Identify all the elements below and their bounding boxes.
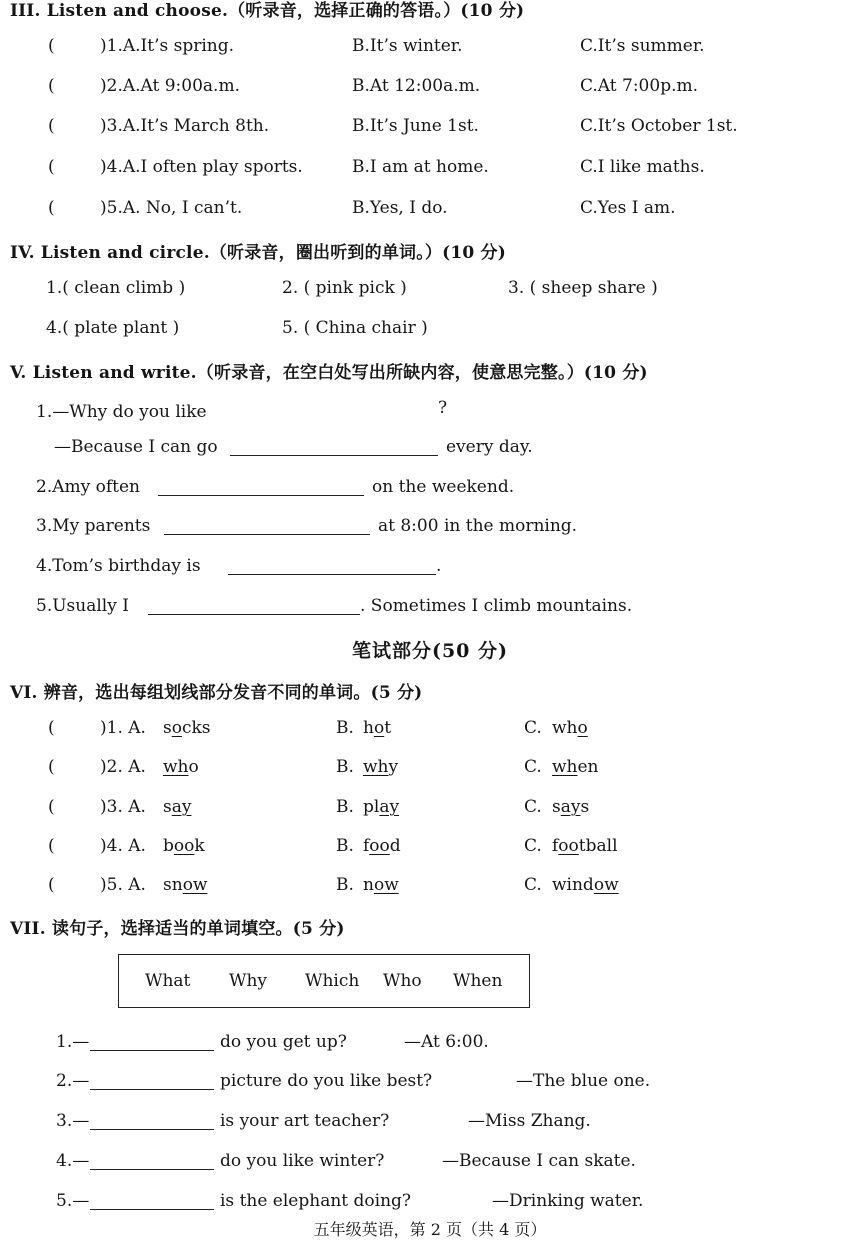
answer-paren[interactable]: ( [48,198,55,218]
answer-blank[interactable] [230,455,438,456]
word-bank-item: Who [383,971,422,991]
answer-paren[interactable]: ( [48,757,55,777]
write-text-before: 1.—Why do you like [36,402,207,422]
answer-blank[interactable] [228,574,436,575]
question-text: do you get up? [220,1032,347,1052]
answer-text: —Because I can skate. [442,1151,636,1171]
answer-blank[interactable] [90,1050,214,1051]
choice-question-4 [0,157,860,183]
question-text: do you like winter? [220,1151,385,1171]
underlined-part: o [171,718,182,738]
answer-text: —The blue one. [516,1071,651,1091]
write-text-after: at 8:00 in the morning. [378,516,578,536]
word-suffix: en [577,757,599,777]
option-c-word [552,718,588,738]
underlined-part: ow [593,875,619,895]
answer-paren[interactable]: ( [48,36,55,56]
option-b: B.It’s winter. [352,36,463,56]
circle-item-4: 4.( plate plant ) [46,318,180,338]
underlined-part: ay [171,797,192,817]
option-b-label: B. [336,797,354,817]
option-c-word [552,836,618,856]
option-c: C.I like maths. [580,157,705,177]
underlined-part: ay [379,797,400,817]
answer-text: —Drinking water. [492,1191,644,1211]
option-c: C.It’s October 1st. [580,116,738,136]
write-text-after: every day. [446,437,533,457]
underlined-part: oo [173,836,195,856]
answer-paren[interactable]: ( [48,116,55,136]
option-a-word [163,836,205,856]
word-prefix: wh [552,718,578,738]
write-text-after: ? [438,398,448,418]
option-c: C.At 7:00p.m. [580,76,699,96]
word-suffix: y [388,757,399,777]
write-item-2 [0,477,860,503]
option-c-label: C. [524,757,542,777]
write-text-before: —Because I can go [54,437,218,457]
circle-item-1: 1.( clean climb ) [46,278,186,298]
option-b-label: B. [336,718,354,738]
word-prefix: f [552,836,559,856]
fill-question-5 [0,1191,860,1217]
word-prefix: h [363,718,374,738]
circle-row-1 [0,278,860,304]
question-number: 2.— [56,1071,90,1091]
option-a-label: )3. A. [100,797,146,817]
answer-blank[interactable] [158,495,364,496]
option-b-label: B. [336,875,354,895]
option-a-word [163,718,211,738]
fill-question-4 [0,1151,860,1177]
write-item-1b [0,437,860,463]
section-7-title: VII. 读句子，选择适当的单词填空。(5 分) [10,919,345,939]
option-a-word [163,757,199,777]
phonics-question-2 [0,757,860,783]
choice-question-3 [0,116,860,142]
word-prefix: n [363,875,374,895]
section-6-title: VI. 辨音，选出每组划线部分发音不同的单词。(5 分) [10,683,423,703]
option-b-word [363,757,398,777]
word-suffix: tball [578,836,618,856]
option-a: )2.A.At 9:00a.m. [100,76,240,96]
word-prefix: f [363,836,370,856]
word-suffix: cks [181,718,211,738]
word-prefix: b [163,836,174,856]
write-text-after: on the weekend. [372,477,515,497]
circle-item-3: 3. ( sheep share ) [508,278,658,298]
answer-text: —Miss Zhang. [468,1111,591,1131]
word-prefix: s [163,718,172,738]
option-c-label: C. [524,836,542,856]
question-text: is the elephant doing? [220,1191,412,1211]
underlined-part: o [373,718,385,738]
question-number: 3.— [56,1111,90,1131]
option-a-word [163,797,191,817]
answer-blank[interactable] [164,534,370,535]
write-text-before: 5.Usually I [36,596,129,616]
option-b-word [363,875,399,895]
option-c-word [552,757,599,777]
word-bank-item: When [453,971,503,991]
question-text: picture do you like best? [220,1071,433,1091]
answer-blank[interactable] [148,614,360,615]
option-b: B.At 12:00a.m. [352,76,481,96]
word-bank-item: Why [229,971,268,991]
option-a: )3.A.It’s March 8th. [100,116,270,136]
word-prefix: s [163,797,172,817]
circle-item-5: 5. ( China chair ) [282,318,428,338]
option-a-label: )1. A. [100,718,146,738]
option-a-word [163,875,207,895]
fill-question-2 [0,1071,860,1097]
option-c-label: C. [524,718,542,738]
underlined-part: oo [558,836,579,856]
choice-question-1 [0,36,860,62]
word-prefix: s [552,797,561,817]
option-c: C.It’s summer. [580,36,705,56]
phonics-question-3 [0,797,860,823]
write-item-4 [0,556,860,582]
phonics-question-4 [0,836,860,862]
written-part-title: 笔试部分(50 分) [351,640,509,662]
word-prefix: wind [552,875,594,895]
option-b: B.I am at home. [352,157,489,177]
question-number: 5.— [56,1191,90,1211]
page-footer: 五年级英语，第 2 页（共 4 页） [313,1220,547,1239]
section-4-title: IV. Listen and circle.（听录音，圈出听到的单词。）(10 分) [10,243,506,263]
option-a-label: )2. A. [100,757,146,777]
phonics-question-5 [0,875,860,901]
answer-blank[interactable] [90,1169,214,1170]
write-item-1 [0,398,860,424]
underlined-part: wh [363,757,389,777]
write-text-before: 3.My parents [36,516,151,536]
option-b: B.Yes, I do. [352,198,448,218]
write-item-3 [0,516,860,542]
word-bank-item: Which [305,971,360,991]
question-number: 1.— [56,1032,90,1052]
write-text-before: 2.Amy often [36,477,140,497]
option-a-label: )4. A. [100,836,146,856]
circle-row-2 [0,318,860,344]
question-number: 4.— [56,1151,90,1171]
underlined-part: wh [552,757,578,777]
answer-paren[interactable]: ( [48,718,55,738]
underlined-part: wh [163,757,189,777]
word-suffix: s [580,797,590,817]
answer-text: —At 6:00. [404,1032,489,1052]
option-c-label: C. [524,875,542,895]
option-c-label: C. [524,797,542,817]
option-a: )4.A.I often play sports. [100,157,303,177]
answer-paren[interactable]: ( [48,157,55,177]
option-b-word [363,836,401,856]
underlined-part: ow [182,875,208,895]
word-suffix: k [194,836,205,856]
word-suffix: t [384,718,392,738]
word-bank-item: What [145,971,191,991]
option-b-word [363,718,391,738]
choice-question-5 [0,198,860,224]
answer-paren[interactable]: ( [48,76,55,96]
option-c-word [552,797,589,817]
write-text-before: 4.Tom’s birthday is [36,556,201,576]
word-prefix: pl [363,797,380,817]
option-a: )1.A.It’s spring. [100,36,235,56]
underlined-part: ay [560,797,581,817]
choice-question-2 [0,76,860,102]
underlined-part: oo [369,836,390,856]
word-prefix: sn [163,875,183,895]
write-item-5 [0,596,860,622]
option-b-label: B. [336,836,354,856]
answer-blank[interactable] [90,1129,214,1130]
question-text: is your art teacher? [220,1111,390,1131]
answer-paren[interactable]: ( [48,875,55,895]
option-a: )5.A. No, I can’t. [100,198,243,218]
answer-blank[interactable] [90,1209,214,1210]
write-text-after: . [436,556,442,576]
answer-paren[interactable]: ( [48,836,55,856]
write-text-after: . Sometimes I climb mountains. [360,596,633,616]
word-suffix: o [188,757,199,777]
option-c-word [552,875,619,895]
option-b: B.It’s June 1st. [352,116,479,136]
option-b-word [363,797,399,817]
section-3-title: III. Listen and choose.（听录音，选择正确的答语。）(10 分) [10,1,525,21]
fill-question-1 [0,1032,860,1058]
option-b-label: B. [336,757,354,777]
answer-blank[interactable] [90,1089,214,1090]
circle-item-2: 2. ( pink pick ) [282,278,407,298]
underlined-part: o [577,718,588,738]
word-suffix: d [389,836,401,856]
underlined-part: ow [373,875,399,895]
word-bank-box [118,954,530,1008]
option-c: C.Yes I am. [580,198,676,218]
answer-paren[interactable]: ( [48,797,55,817]
section-5-title: V. Listen and write.（听录音，在空白处写出所缺内容，使意思完整。）(10 分) [10,363,648,383]
option-a-label: )5. A. [100,875,146,895]
fill-question-3 [0,1111,860,1137]
phonics-question-1 [0,718,860,744]
